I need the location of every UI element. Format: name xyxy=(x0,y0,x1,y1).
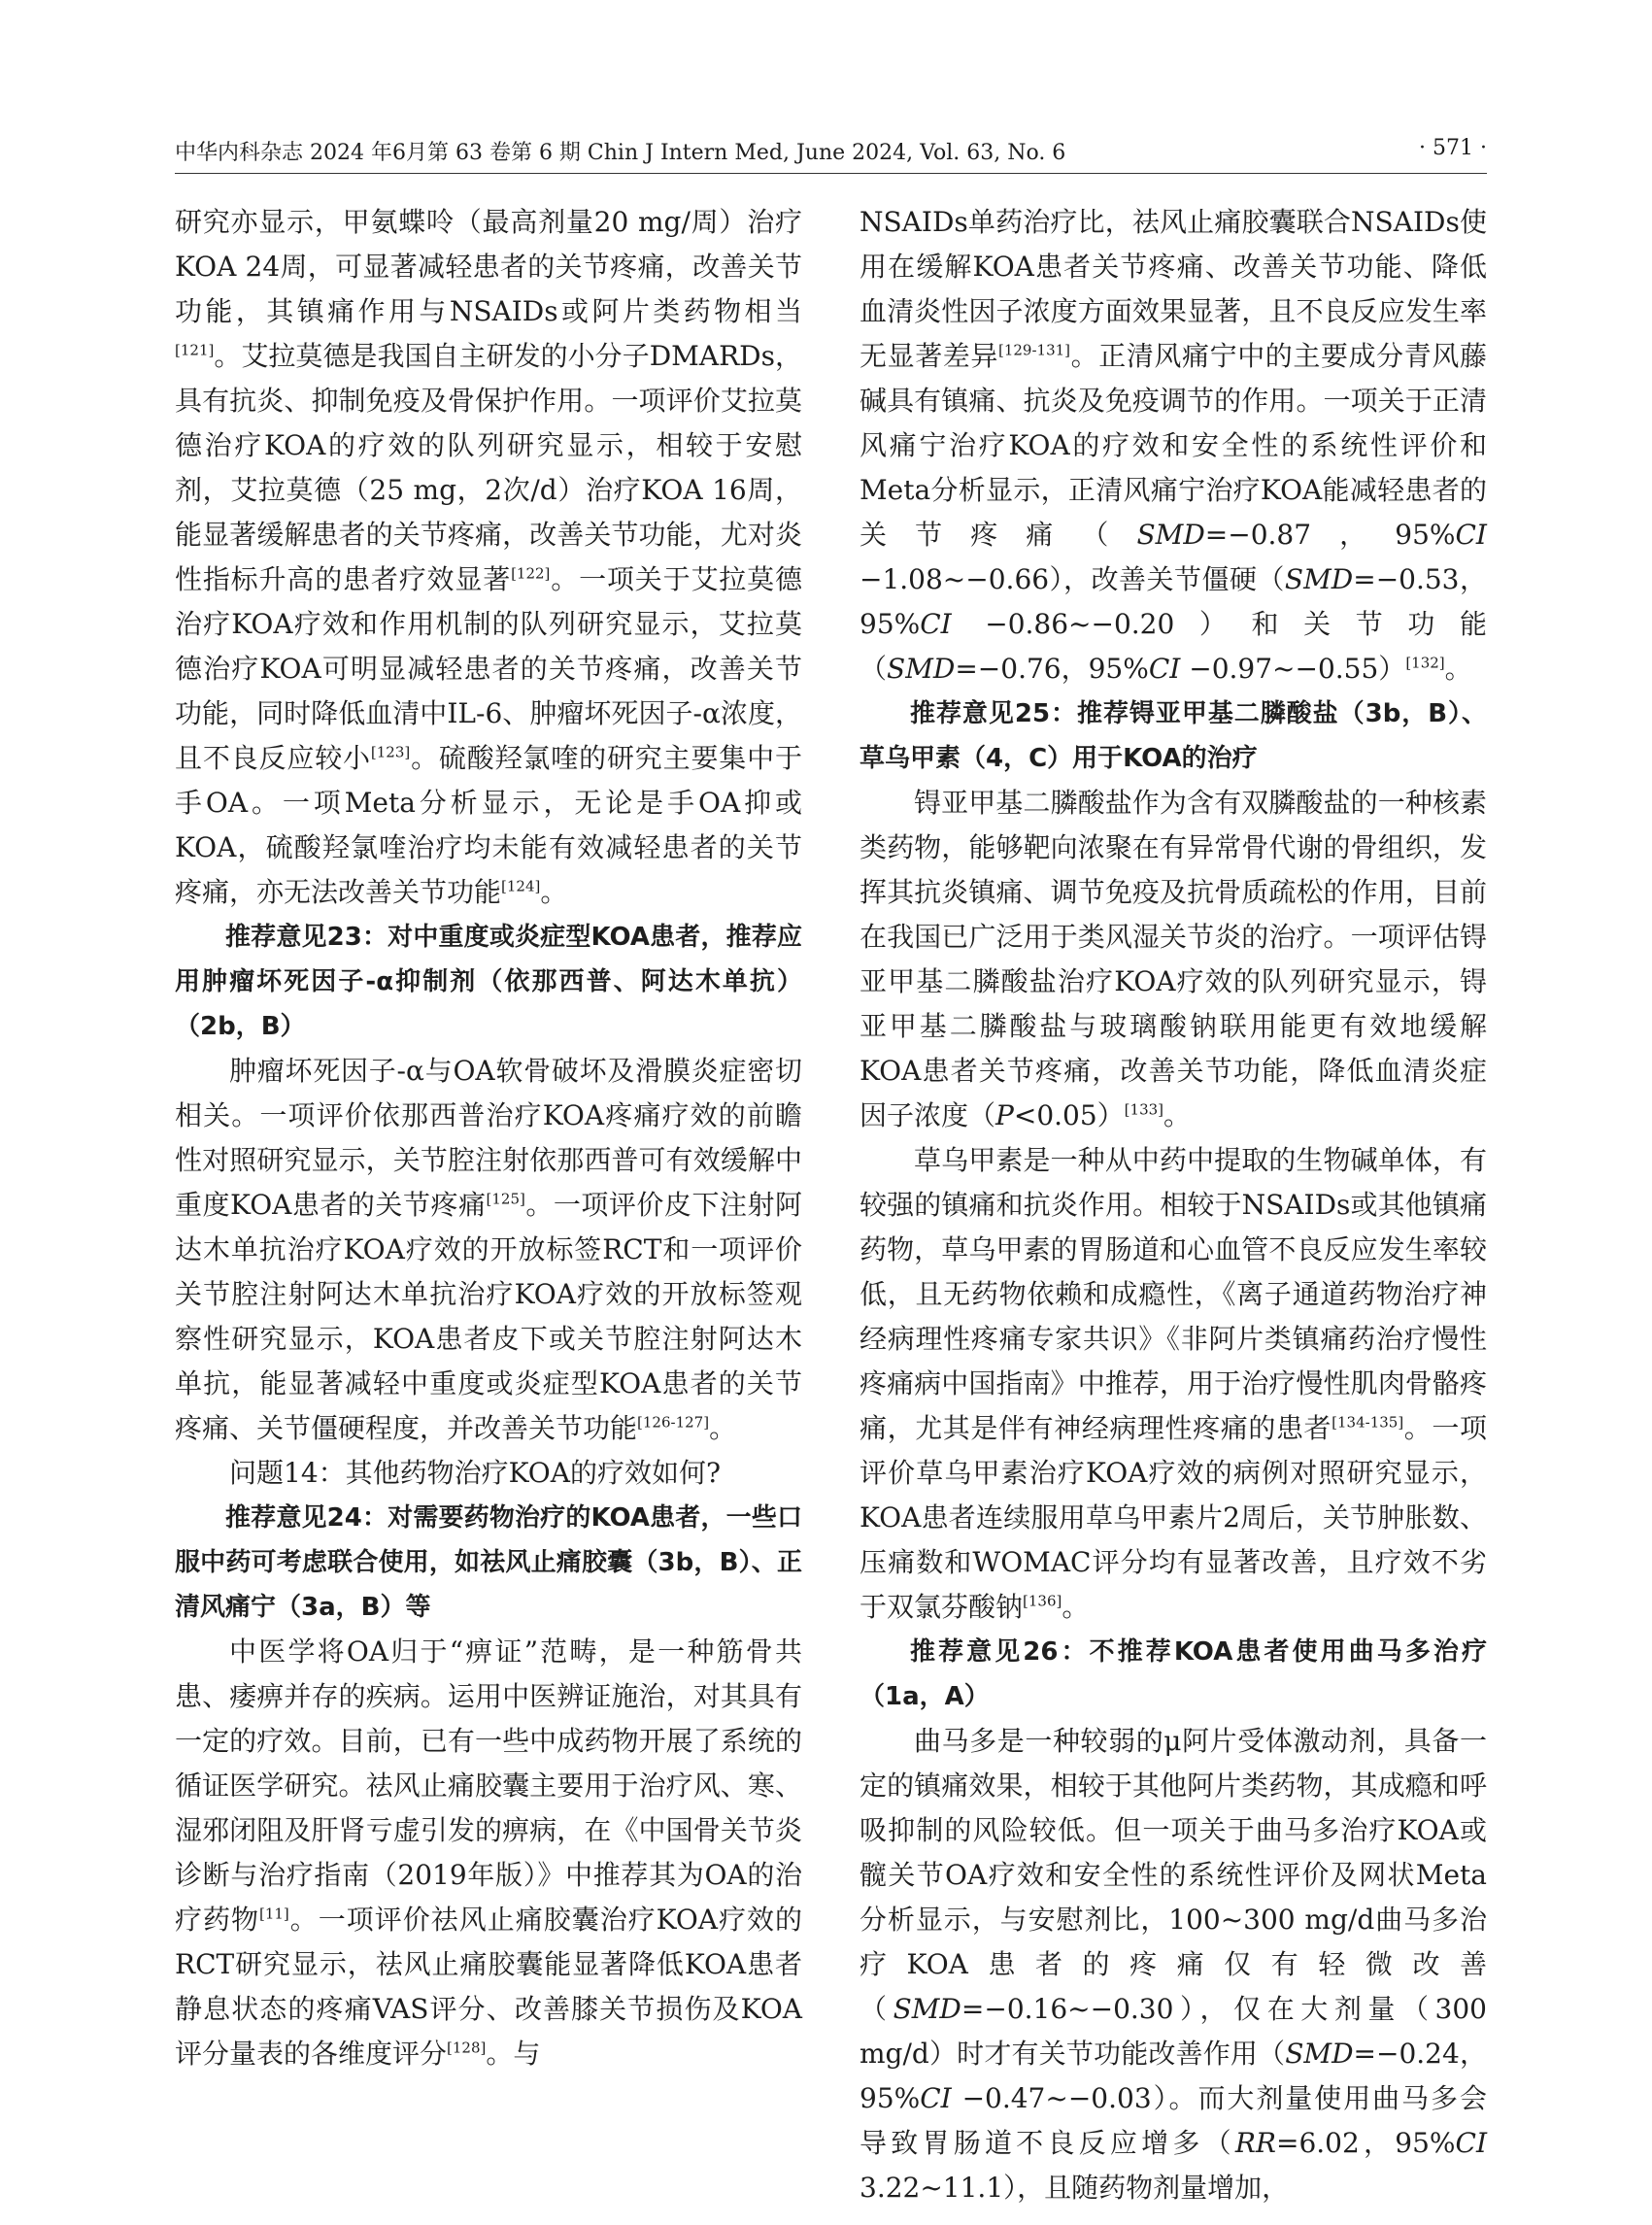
citation: [128] xyxy=(447,2039,487,2057)
paragraph-tcm: 中医学将OA归于“痹证”范畴，是一种筋骨共患、痿痹并存的疾病。运用中医辨证施治，对其具有一定的疗效。目前，已有一些中成药物开展了系统的循证医学研究。祛风止痛胶囊主要用于治疗风、寒、湿邪闭阻及肝肾亏虚引发的痹病，在《中国骨关节炎诊断与治疗指南（2019年版）》中推荐其为OA的治疗药物[11]。一项评价祛风止痛胶囊治疗KOA疗效的RCT研究显示，祛风止痛胶囊能显著降低KOA患者静息状态的疼痛VAS评分、改善膝关节损伤及KOA评分量表的各维度评分[128]。与 xyxy=(175,1635,802,2070)
citation: [132] xyxy=(1405,654,1445,672)
citation: [122] xyxy=(511,564,551,583)
citation: [11] xyxy=(258,1905,289,1923)
citation: [121] xyxy=(175,341,215,359)
paragraph-qufeng: NSAIDs单药治疗比，祛风止痛胶囊联合NSAIDs使用在缓解KOA患者关节疼痛、改善关节功能、降低血清炎性因子浓度方面效果显著，且不良反应发生率无显著差异[129-131]。正清风痛宁中的主要成分青风藤碱具有镇痛、抗炎及免疫调节的作用。一项关于正清风痛宁治疗KOA的疗效和安全性的系统性评价和Meta分析显示，正清风痛宁治疗KOA能减轻患者的关节疼痛（SMD=−0.87，95%CI −1.08~−0.66），改善关节僵硬（SMD=−0.53，95%CI −0.86~−0.20）和关节功能（SMD=−0.76，95%CI −0.97~−0.55）[132]。 xyxy=(860,206,1487,685)
citation: [126-127] xyxy=(637,1413,710,1432)
citation: [125] xyxy=(486,1190,525,1208)
right-column xyxy=(860,200,1487,2204)
recommendation-24: 推荐意见24：对需要药物治疗的KOA患者，一些口服中药可考虑联合使用，如祛风止痛胶囊（3b，B）、正清风痛宁（3a，B）等 xyxy=(175,1503,802,1622)
paragraph-tramadol: 曲马多是一种较弱的μ阿片受体激动剂，具备一定的镇痛效果，相较于其他阿片类药物，其成瘾和呼吸抑制的风险较低。但一项关于曲马多治疗KOA或髋关节OA疗效和安全性的系统性评价及网状Meta分析显示，与安慰剂比，100~300 mg/d曲马多治疗KOA患者的疼痛仅有轻微改善（SMD=−0.16~−0.30），仅在大剂量（300 mg/d）时才有关节功能改善作用（SMD=−0.24，95%CI −0.47~−0.03）。而大剂量使用曲马多会导致胃肠道不良反应增多（RR=6.02，95%CI 3.22~11.1），且随药物剂量增加， xyxy=(860,1725,1487,2204)
paragraph-dmards: 研究亦显示，甲氨蝶呤（最高剂量20 mg/周）治疗KOA 24周，可显著减轻患者的关节疼痛，改善关节功能，其镇痛作用与NSAIDs或阿片类药物相当[121]。艾拉莫德是我国自主研发的小分子DMARDs，具有抗炎、抑制免疫及骨保护作用。一项评价艾拉莫德治疗KOA的疗效的队列研究显示，相较于安慰剂，艾拉莫德（25 mg，2次/d）治疗KOA 16周，能显著缓解患者的关节疼痛，改善关节功能，尤对炎性指标升高的患者疗效显著[122]。一项关于艾拉莫德治疗KOA疗效和作用机制的队列研究显示，艾拉莫德治疗KOA可明显减轻患者的关节疼痛，改善关节功能，同时降低血清中IL-6、肿瘤坏死因子-α浓度，且不良反应较小[123]。硫酸羟氯喹的研究主要集中于手OA。一项Meta分析显示，无论是手OA抑或KOA，硫酸羟氯喹治疗均未能有效减轻患者的关节疼痛，亦无法改善关节功能[124]。 xyxy=(175,206,802,908)
paragraph-tc-mdp: 锝亚甲基二膦酸盐作为含有双膦酸盐的一种核素类药物，能够靶向浓聚在有异常骨代谢的骨组织，发挥其抗炎镇痛、调节免疫及抗骨质疏松的作用，目前在我国已广泛用于类风湿关节炎的治疗。一项评估锝亚甲基二膦酸盐治疗KOA疗效的队列研究显示，锝亚甲基二膦酸盐与玻璃酸钠联用能更有效地缓解KOA患者关节疼痛，改善关节功能，降低血清炎症因子浓度（P<0.05）[133]。 xyxy=(860,787,1487,1131)
citation: [129-131] xyxy=(997,341,1071,359)
header-rule xyxy=(175,173,1487,174)
running-header xyxy=(175,132,1487,171)
recommendation-26: 推荐意见26：不推荐KOA患者使用曲马多治疗（1a，A） xyxy=(860,1637,1487,1711)
question-14: 问题14：其他药物治疗KOA的疗效如何? xyxy=(229,1457,721,1489)
journal-citation: 中华内科杂志 2024 年6月第 63 卷第 6 期 Chin J Intern Med, June 2024, Vol. 63, No. 6 xyxy=(175,141,1066,165)
recommendation-23: 推荐意见23：对中重度或炎症型KOA患者，推荐应用肿瘤坏死因子-α抑制剂（依那西普、阿达木单抗）（2b，B） xyxy=(175,923,802,1041)
paragraph-caowu: 草乌甲素是一种从中药中提取的生物碱单体，有较强的镇痛和抗炎作用。相较于NSAIDs或其他镇痛药物，草乌甲素的胃肠道和心血管不良反应发生率较低，且无药物依赖和成瘾性，《离子通道药物治疗神经病理性疼痛专家共识》《非阿片类镇痛药治疗慢性疼痛病中国指南》中推荐，用于治疗慢性肌肉骨骼疼痛，尤其是伴有神经病理性疼痛的患者[134-135]。一项评价草乌甲素治疗KOA疗效的病例对照研究显示，KOA患者连续服用草乌甲素片2周后，关节肿胀数、压痛数和WOMAC评分均有显著改善，且疗效不劣于双氯芬酸钠[136]。 xyxy=(860,1144,1487,1623)
paragraph-tnf: 肿瘤坏死因子-α与OA软骨破坏及滑膜炎症密切相关。一项评价依那西普治疗KOA疼痛疗效的前瞻性对照研究显示，关节腔注射依那西普可有效缓解中重度KOA患者的关节疼痛[125]。一项评价皮下注射阿达木单抗治疗KOA疗效的开放标签RCT和一项评价关节腔注射阿达木单抗治疗KOA疗效的开放标签观察性研究显示，KOA患者皮下或关节腔注射阿达木单抗，能显著减轻中重度或炎症型KOA患者的关节疼痛、关节僵硬程度，并改善关节功能[126-127]。 xyxy=(175,1055,802,1444)
citation: [136] xyxy=(1023,1592,1062,1610)
left-column xyxy=(175,200,802,2070)
page-number: · 571 · xyxy=(1419,136,1487,160)
citation: [123] xyxy=(370,743,411,761)
citation: [134-135] xyxy=(1332,1413,1404,1432)
citation: [133] xyxy=(1124,1100,1164,1119)
citation: [124] xyxy=(501,877,541,895)
recommendation-25: 推荐意见25：推荐锝亚甲基二膦酸盐（3b，B）、草乌甲素（4，C）用于KOA的治疗 xyxy=(860,699,1487,773)
